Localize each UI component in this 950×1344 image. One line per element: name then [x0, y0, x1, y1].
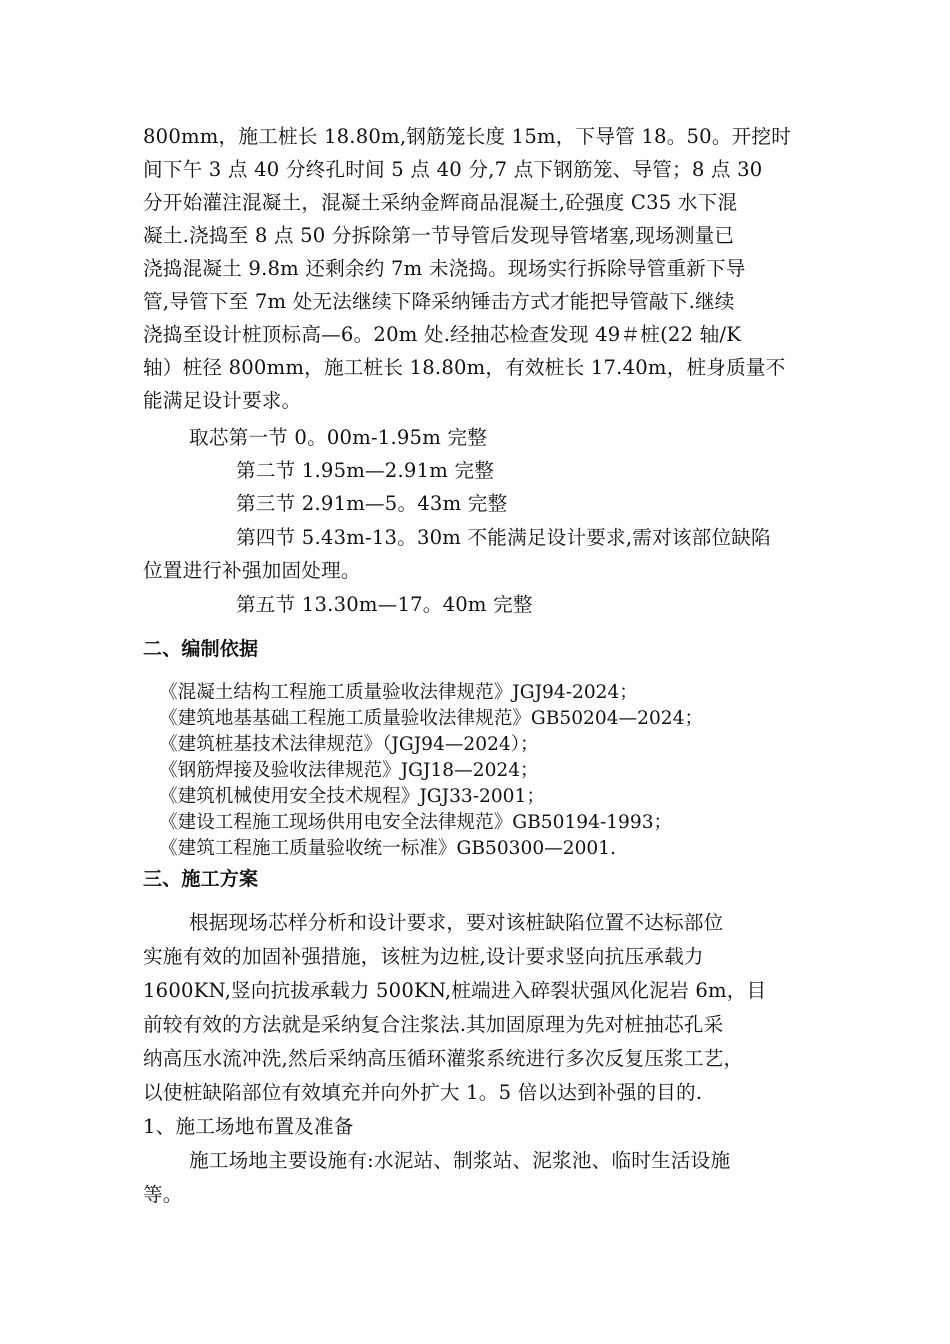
reference-item: 《钢筋焊接及验收法律规范》JGJ18—2024； [159, 760, 539, 781]
paragraph-line: 间下午 3 点 40 分终孔时间 5 点 40 分,7 点下钢筋笼、导管；8 点 30 [143, 158, 763, 181]
paragraph-line: 纳高压水流冲洗,然后采纳高压循环灌浆系统进行多次反复压浆工艺， [143, 1047, 744, 1070]
paragraph-line: 1600KN,竖向抗拔承载力 500KN,桩端进入碎裂状强风化泥岩 6m，目 [143, 979, 767, 1002]
subsection-heading: 1、施工场地布置及准备 [143, 1115, 354, 1138]
paragraph-line: 管,导管下至 7m 处无法继续下降采纳锤击方式才能把导管敲下.继续 [143, 290, 735, 313]
coring-section-2: 第二节 1.95m—2.91m 完整 [236, 459, 495, 482]
reference-item: 《建筑地基基础工程施工质量验收法律规范》GB50204—2024； [159, 708, 704, 729]
section-heading-basis: 二、编制依据 [143, 638, 259, 660]
paragraph-line: 根据现场芯样分析和设计要求，要对该桩缺陷位置不达标部位 [189, 911, 724, 934]
paragraph-line: 凝土.浇捣至 8 点 50 分拆除第一节导管后发现导管堵塞,现场测量已 [143, 224, 735, 247]
reference-item: 《建筑机械使用安全技术规程》JGJ33-2001； [159, 786, 545, 807]
reference-item: 《建筑工程施工质量验收统一标准》GB50300—2001. [159, 838, 616, 859]
paragraph-line: 施工场地主要设施有:水泥站、制浆站、泥浆池、临时生活设施 [189, 1149, 731, 1172]
paragraph-line: 以使桩缺陷部位有效填充并向外扩大 1。5 倍以达到补强的目的. [143, 1081, 703, 1104]
coring-section-3: 第三节 2.91m—5。43m 完整 [236, 492, 508, 515]
paragraph-line: 前较有效的方法就是采纳复合注浆法.其加固原理为先对桩抽芯孔采 [143, 1013, 724, 1036]
paragraph-line: 800mm，施工桩长 18.80m,钢筋笼长度 15m，下导管 18。50。开挖时 [143, 125, 792, 148]
paragraph-line: 浇捣混凝土 9.8m 还剩余约 7m 未浇捣。现场实行拆除导管重新下导 [143, 257, 746, 280]
paragraph-line: 浇捣至设计桩顶标高—6。20m 处.经抽芯检查发现 49＃桩(22 轴/K [143, 323, 742, 346]
reference-item: 《混凝土结构工程施工质量验收法律规范》JGJ94-2024； [159, 682, 638, 703]
paragraph-line: 实施有效的加固补强措施，该桩为边桩,设计要求竖向抗压承载力 [143, 945, 704, 968]
paragraph-line: 分开始灌注混凝土，混凝土采纳金辉商品混凝土,砼强度 C35 水下混 [143, 191, 738, 214]
coring-section-5: 第五节 13.30m—17。40m 完整 [236, 593, 533, 616]
section-heading-plan: 三、施工方案 [143, 868, 259, 890]
paragraph-line: 等。 [143, 1183, 183, 1206]
coring-section-1: 取芯第一节 0。00m-1.95m 完整 [189, 426, 488, 449]
reference-item: 《建筑桩基技术法律规范》（JGJ94—2024）； [159, 734, 539, 755]
reference-item: 《建设工程施工现场供用电安全法律规范》GB50194-1993； [159, 812, 673, 833]
coring-section-4-continued: 位置进行补强加固处理。 [143, 559, 361, 582]
coring-section-4: 第四节 5.43m-13。30m 不能满足设计要求,需对该部位缺陷 [236, 526, 771, 549]
paragraph-line: 能满足设计要求。 [143, 389, 302, 412]
paragraph-line: 轴）桩径 800mm，施工桩长 18.80m，有效桩长 17.40m，桩身质量不 [143, 356, 786, 379]
